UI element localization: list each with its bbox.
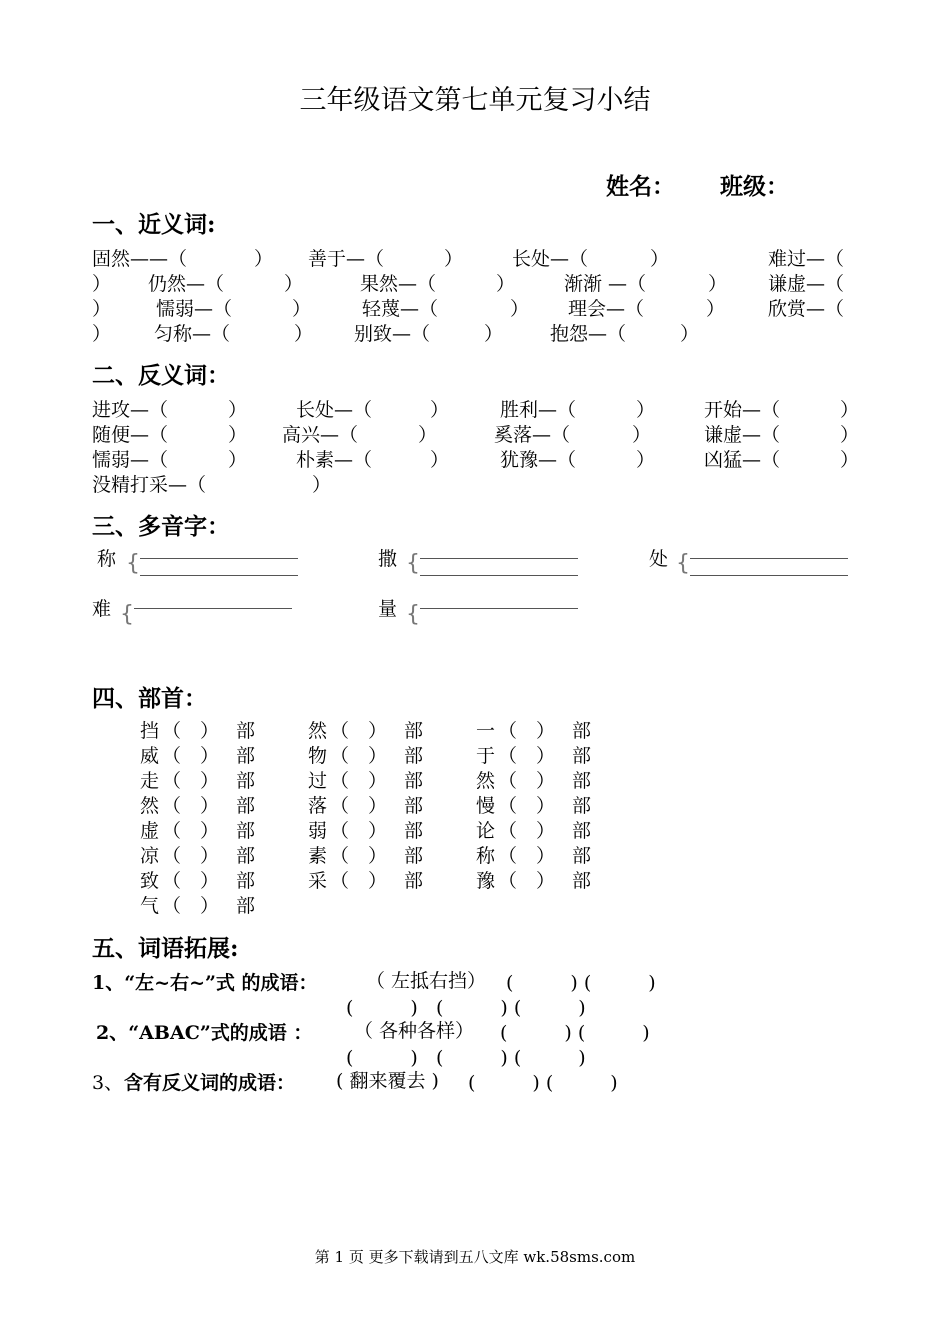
synonym-item: 固然——（	[92, 248, 188, 270]
radical-blank[interactable]: （ ）	[162, 720, 220, 742]
radical-char: 凉	[140, 845, 160, 867]
radical-blank[interactable]: （ ）	[498, 870, 556, 892]
synonym-close: ）	[496, 273, 516, 295]
synonym-close: ）	[284, 273, 304, 295]
antonym-item: 随便—（	[92, 424, 169, 446]
antonym-item: 犹豫—（	[500, 449, 577, 471]
radical-suffix: 部	[236, 895, 256, 917]
answer-line[interactable]	[690, 558, 848, 559]
synonym-item: 仍然—（	[148, 273, 225, 295]
antonym-item: 长处—（	[296, 399, 373, 421]
synonym-item: 长处—（	[512, 248, 589, 270]
brace-icon: {	[676, 551, 690, 576]
answer-line[interactable]	[140, 575, 298, 576]
radical-suffix: 部	[404, 845, 424, 867]
radical-blank[interactable]: （ ）	[498, 820, 556, 842]
radical-suffix: 部	[404, 720, 424, 742]
antonym-item: 高兴—（	[282, 424, 359, 446]
radical-suffix: 部	[236, 870, 256, 892]
antonym-close: ）	[312, 474, 332, 496]
radical-suffix: 部	[236, 720, 256, 742]
antonym-item: 没精打采—（	[92, 474, 207, 496]
synonym-item: 果然—（	[360, 273, 437, 295]
synonym-close: ）	[706, 298, 726, 320]
radical-char: 素	[308, 845, 328, 867]
radical-blank[interactable]: （ ）	[330, 845, 388, 867]
synonym-item: 善于—（	[308, 248, 385, 270]
antonym-close: ）	[840, 449, 860, 471]
radical-char: 过	[308, 770, 328, 792]
idiom-q2-blanks[interactable]: ( ) ( )	[436, 1047, 586, 1069]
radical-suffix: 部	[572, 870, 592, 892]
radical-blank[interactable]: （ ）	[162, 845, 220, 867]
synonym-item: 匀称—（	[154, 323, 231, 345]
antonym-close: ）	[228, 424, 248, 446]
radical-char: 豫	[476, 870, 496, 892]
synonym-item: 轻蔑—（	[362, 298, 439, 320]
antonym-close: ）	[228, 399, 248, 421]
antonym-item: 奚落—（	[494, 424, 571, 446]
radical-blank[interactable]: （ ）	[498, 770, 556, 792]
radical-char: 致	[140, 870, 160, 892]
radical-suffix: 部	[572, 845, 592, 867]
antonym-close: ）	[418, 424, 438, 446]
synonym-close: ）	[708, 273, 728, 295]
radical-char: 采	[308, 870, 328, 892]
synonym-close: ）	[484, 323, 504, 345]
antonym-close: ）	[636, 399, 656, 421]
antonym-close: ）	[840, 424, 860, 446]
page-footer: 第 1 页 更多下载请到五八文库 wk.58sms.com	[314, 1248, 636, 1266]
idiom-q1-label: 1、“左~右~”式 的成语：	[92, 972, 318, 994]
radical-blank[interactable]: （ ）	[330, 795, 388, 817]
antonym-item: 胜利—（	[500, 399, 577, 421]
antonym-item: 懦弱—（	[92, 449, 169, 471]
idiom-q1-blanks[interactable]: ( ) ( )	[436, 997, 586, 1019]
radical-char: 挡	[140, 720, 160, 742]
idiom-q2-blank[interactable]: ( )	[346, 1047, 418, 1069]
radical-char: 称	[476, 845, 496, 867]
section4-heading: 四、部首：	[92, 685, 207, 712]
idiom-q3-number: 3、	[92, 1072, 124, 1094]
brace-icon: {	[406, 551, 420, 576]
radical-blank[interactable]: （ ）	[162, 895, 220, 917]
radical-blank[interactable]: （ ）	[330, 820, 388, 842]
antonym-close: ）	[228, 449, 248, 471]
idiom-q2-example: （ 各种各样）	[354, 1020, 475, 1042]
radical-suffix: 部	[404, 770, 424, 792]
antonym-close: ）	[636, 449, 656, 471]
radical-char: 气	[140, 895, 160, 917]
radical-blank[interactable]: （ ）	[330, 770, 388, 792]
synonym-item: 难过—（	[768, 248, 845, 270]
synonym-close: ）	[292, 298, 312, 320]
radical-blank[interactable]: （ ）	[162, 770, 220, 792]
synonym-close: ）	[444, 248, 464, 270]
radical-blank[interactable]: （ ）	[162, 870, 220, 892]
radical-blank[interactable]: （ ）	[498, 745, 556, 767]
polyphone-char: 处	[649, 548, 669, 570]
radical-blank[interactable]: （ ）	[498, 720, 556, 742]
radical-suffix: 部	[236, 745, 256, 767]
antonym-item: 开始—（	[704, 399, 781, 421]
radical-suffix: 部	[236, 795, 256, 817]
radical-blank[interactable]: （ ）	[162, 820, 220, 842]
section5-heading: 五、词语拓展:	[92, 935, 239, 962]
radical-blank[interactable]: （ ）	[162, 745, 220, 767]
idiom-q1-blanks[interactable]: ( ) ( )	[506, 972, 656, 994]
radical-blank[interactable]: （ ）	[498, 795, 556, 817]
brace-icon: {	[406, 602, 420, 627]
radical-suffix: 部	[404, 795, 424, 817]
idiom-q2-label: 2、“ABAC”式的成语 ：	[96, 1022, 313, 1044]
antonym-item: 朴素—（	[296, 449, 373, 471]
page-title: 三年级语文第七单元复习小结	[299, 85, 651, 116]
synonym-item: 欣赏—（	[768, 298, 845, 320]
antonym-close: ）	[430, 449, 450, 471]
brace-icon: {	[126, 551, 140, 576]
synonym-close: ）	[92, 273, 112, 295]
radical-suffix: 部	[572, 745, 592, 767]
radical-char: 威	[140, 745, 160, 767]
polyphone-char: 难	[92, 598, 112, 620]
radical-char: 然	[308, 720, 328, 742]
synonym-item: 渐渐 —（	[564, 273, 647, 295]
answer-line[interactable]	[690, 575, 848, 576]
answer-line[interactable]	[140, 558, 298, 559]
idiom-q3-blanks[interactable]: ( ) ( )	[468, 1072, 618, 1094]
radical-char: 落	[308, 795, 328, 817]
radical-char: 于	[476, 745, 496, 767]
antonym-item: 谦虚—（	[704, 424, 781, 446]
idiom-q2-blanks[interactable]: ( ) ( )	[500, 1022, 650, 1044]
radical-char: 物	[308, 745, 328, 767]
polyphone-char: 量	[378, 598, 398, 620]
brace-icon: {	[120, 602, 134, 627]
answer-line[interactable]	[420, 608, 578, 609]
radical-char: 走	[140, 770, 160, 792]
synonym-item: 理会—（	[568, 298, 645, 320]
idiom-q3-example: ( 翻来覆去 )	[336, 1070, 439, 1092]
radical-suffix: 部	[236, 820, 256, 842]
synonym-close: ）	[92, 298, 112, 320]
antonym-item: 进攻—（	[92, 399, 169, 421]
synonym-item: 懦弱—（	[156, 298, 233, 320]
radical-blank[interactable]: （ ）	[330, 745, 388, 767]
radical-blank[interactable]: （ ）	[330, 870, 388, 892]
radical-suffix: 部	[572, 820, 592, 842]
class-label: 班级：	[720, 173, 789, 200]
synonym-close: ）	[650, 248, 670, 270]
radical-blank[interactable]: （ ）	[162, 795, 220, 817]
synonym-item: 谦虚—（	[768, 273, 845, 295]
radical-suffix: 部	[236, 770, 256, 792]
synonym-close: ）	[254, 248, 274, 270]
radical-char: 然	[140, 795, 160, 817]
synonym-close: ）	[92, 323, 112, 345]
radical-suffix: 部	[404, 820, 424, 842]
radical-char: 弱	[308, 820, 328, 842]
antonym-item: 凶猛—（	[704, 449, 781, 471]
synonym-close: ）	[680, 323, 700, 345]
name-label: 姓名：	[606, 173, 675, 200]
radical-char: 论	[476, 820, 496, 842]
radical-char: 一	[476, 720, 496, 742]
synonym-close: ）	[294, 323, 314, 345]
section2-heading: 二、反义词：	[92, 362, 230, 389]
idiom-q1-example: （ 左抵右挡）	[366, 970, 487, 992]
idiom-q3-label: 含有反义词的成语：	[124, 1072, 296, 1094]
radical-char: 然	[476, 770, 496, 792]
antonym-close: ）	[632, 424, 652, 446]
radical-char: 慢	[476, 795, 496, 817]
synonym-close: ）	[510, 298, 530, 320]
radical-blank[interactable]: （ ）	[498, 845, 556, 867]
section3-heading: 三、多音字：	[92, 513, 230, 540]
antonym-close: ）	[840, 399, 860, 421]
antonym-close: ）	[430, 399, 450, 421]
radical-suffix: 部	[572, 795, 592, 817]
synonym-item: 抱怨—（	[550, 323, 627, 345]
radical-char: 虚	[140, 820, 160, 842]
radical-suffix: 部	[572, 720, 592, 742]
answer-line[interactable]	[134, 608, 292, 609]
answer-line[interactable]	[420, 575, 578, 576]
answer-line[interactable]	[420, 558, 578, 559]
radical-suffix: 部	[572, 770, 592, 792]
idiom-q1-blank[interactable]: ( )	[346, 997, 418, 1019]
radical-suffix: 部	[404, 745, 424, 767]
radical-suffix: 部	[236, 845, 256, 867]
synonym-item: 别致—（	[354, 323, 431, 345]
polyphone-char: 撒	[378, 548, 398, 570]
section1-heading: 一、近义词:	[92, 211, 216, 238]
radical-suffix: 部	[404, 870, 424, 892]
radical-blank[interactable]: （ ）	[330, 720, 388, 742]
polyphone-char: 称	[97, 548, 117, 570]
